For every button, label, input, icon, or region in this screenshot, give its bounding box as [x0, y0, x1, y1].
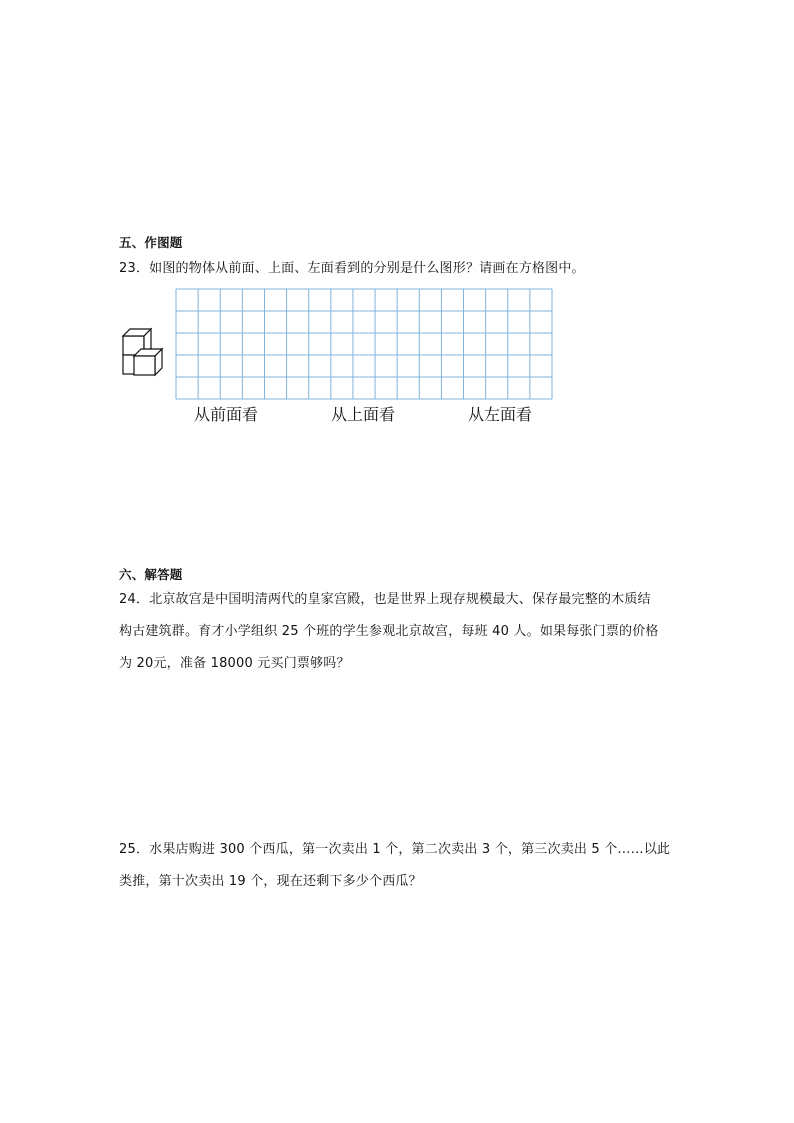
view-label-top: 从上面看: [331, 405, 396, 424]
view-label-left: 从左面看: [468, 405, 533, 424]
question-25-line-1: 25．水果店购进 300 个西瓜，第一次卖出 1 个，第二次卖出 3 个，第三次卖出 5 个……以此: [119, 842, 671, 857]
answer-grid[interactable]: [175, 288, 553, 400]
section6-heading: 六、解答题: [119, 567, 183, 582]
cube-front-face: [134, 356, 155, 375]
cube-stack-figure: [120, 326, 174, 378]
question-23-text: 23．如图的物体从前面、上面、左面看到的分别是什么图形？请画在方格图中。: [119, 261, 585, 276]
section5-heading: 五、作图题: [119, 235, 183, 250]
question-24-line-3: 为 20元，准备 18000 元买门票够吗？: [119, 656, 350, 671]
question-25-line-2: 类推，第十次卖出 19 个，现在还剩下多少个西瓜？: [119, 874, 422, 889]
question-24-line-1: 24．北京故宫是中国明清两代的皇家宫殿，也是世界上现存规模最大、保存最完整的木质结: [119, 592, 651, 607]
question-24-line-2: 构古建筑群。育才小学组织 25 个班的学生参观北京故宫，每班 40 人。如果每张门票的价格: [119, 624, 659, 639]
view-label-front: 从前面看: [194, 405, 259, 424]
